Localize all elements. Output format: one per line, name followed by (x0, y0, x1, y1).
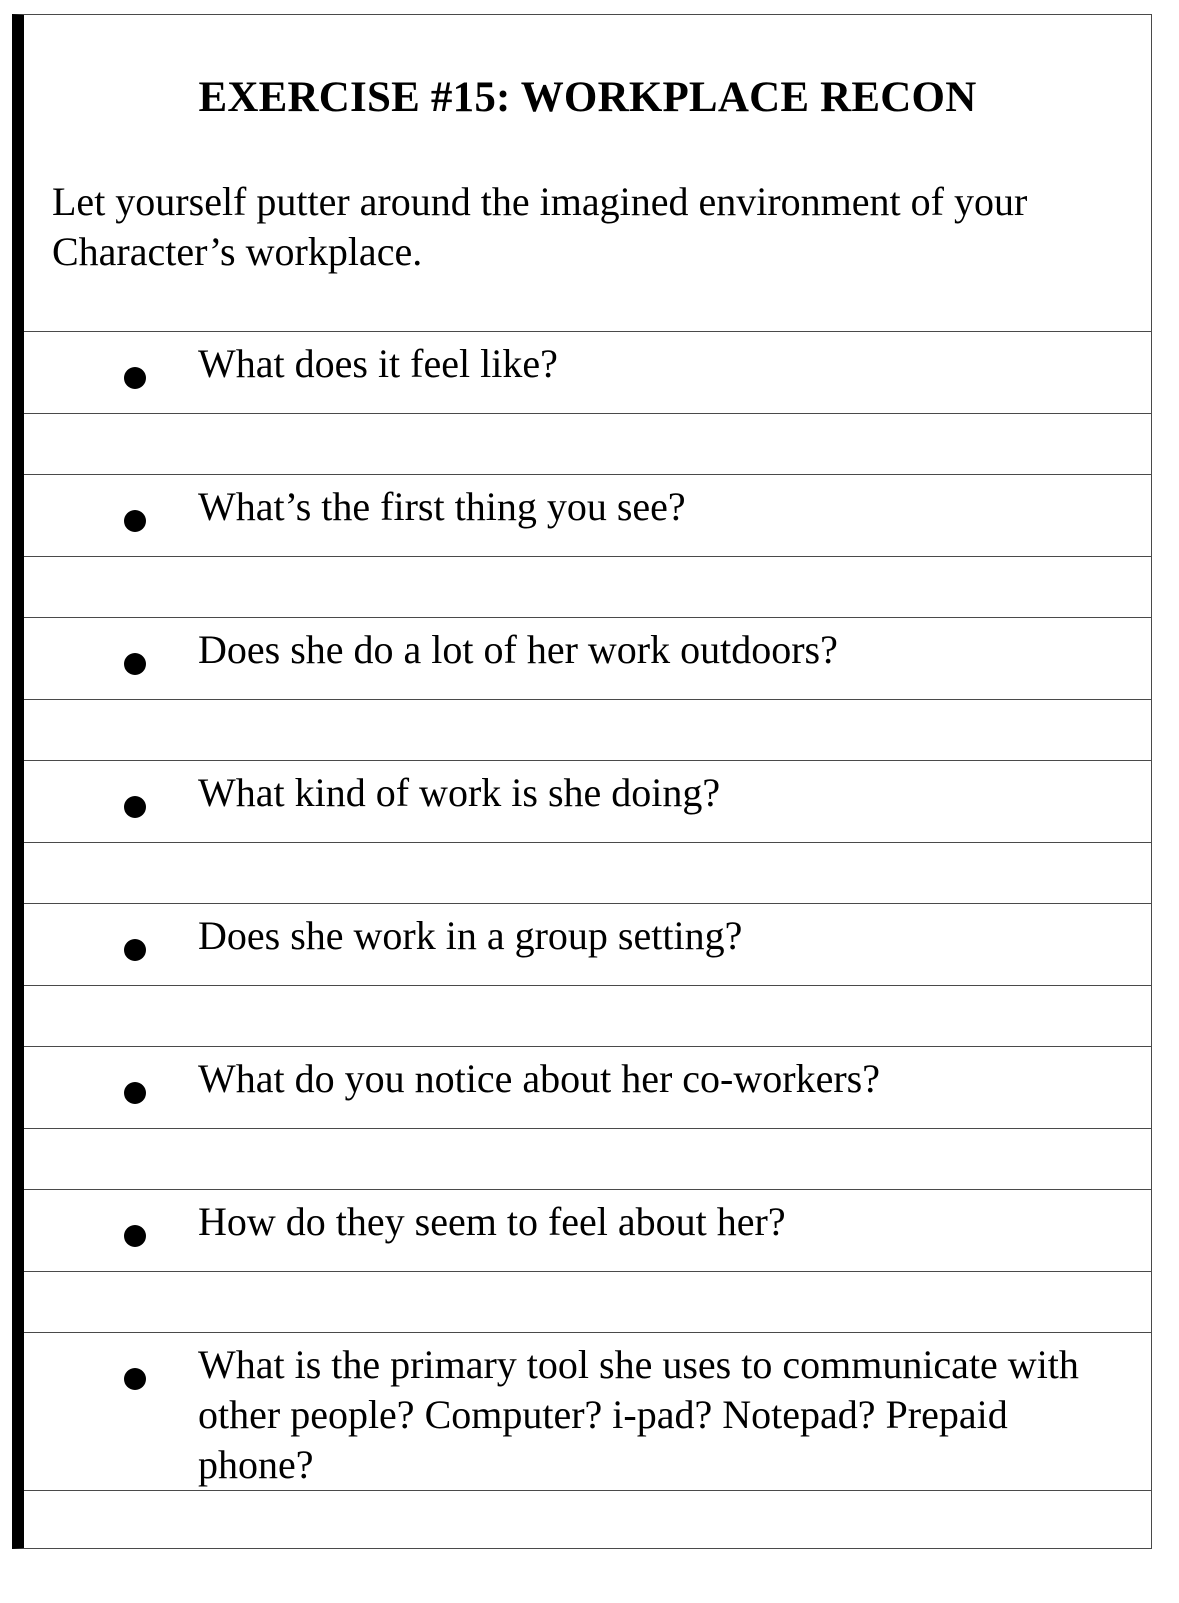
rule-line (24, 413, 1151, 414)
rule-line (24, 1332, 1151, 1333)
question-text: How do they seem to feel about her? (198, 1199, 786, 1244)
bullet-icon (124, 1225, 146, 1247)
rule-line (24, 331, 1151, 332)
rule-line (24, 1128, 1151, 1129)
question-text: What is the primary tool she uses to communicate with other people? Computer? i-pad? Notepad? Prepaid phone? (198, 1342, 1079, 1487)
rule-line (24, 985, 1151, 986)
rule-line (24, 1490, 1151, 1491)
intro-paragraph: Let yourself putter around the imagined environment of your Character’s workplace. (52, 179, 1028, 274)
question-text: What do you notice about her co-workers? (198, 1056, 880, 1101)
rule-line (24, 903, 1151, 904)
question-text: What does it feel like? (198, 341, 558, 386)
rule-line (24, 760, 1151, 761)
rule-line (24, 699, 1151, 700)
rule-line (24, 617, 1151, 618)
exercise-frame (12, 14, 1152, 1549)
rule-line (24, 474, 1151, 475)
question-text: Does she work in a group setting? (198, 913, 743, 958)
rule-line (24, 556, 1151, 557)
bullet-icon (124, 796, 146, 818)
rule-line (24, 1189, 1151, 1190)
bullet-icon (124, 1082, 146, 1104)
bullet-icon (124, 939, 146, 961)
rule-line (24, 1271, 1151, 1272)
rule-line (24, 842, 1151, 843)
bullet-icon (124, 653, 146, 675)
question-text: What’s the first thing you see? (198, 484, 686, 529)
page-title: EXERCISE #15: WORKPLACE RECON (198, 74, 977, 121)
bullet-icon (124, 367, 146, 389)
bullet-icon (124, 1368, 146, 1390)
question-text: Does she do a lot of her work outdoors? (198, 627, 838, 672)
bullet-icon (124, 510, 146, 532)
rule-line (24, 1046, 1151, 1047)
question-text: What kind of work is she doing? (198, 770, 721, 815)
